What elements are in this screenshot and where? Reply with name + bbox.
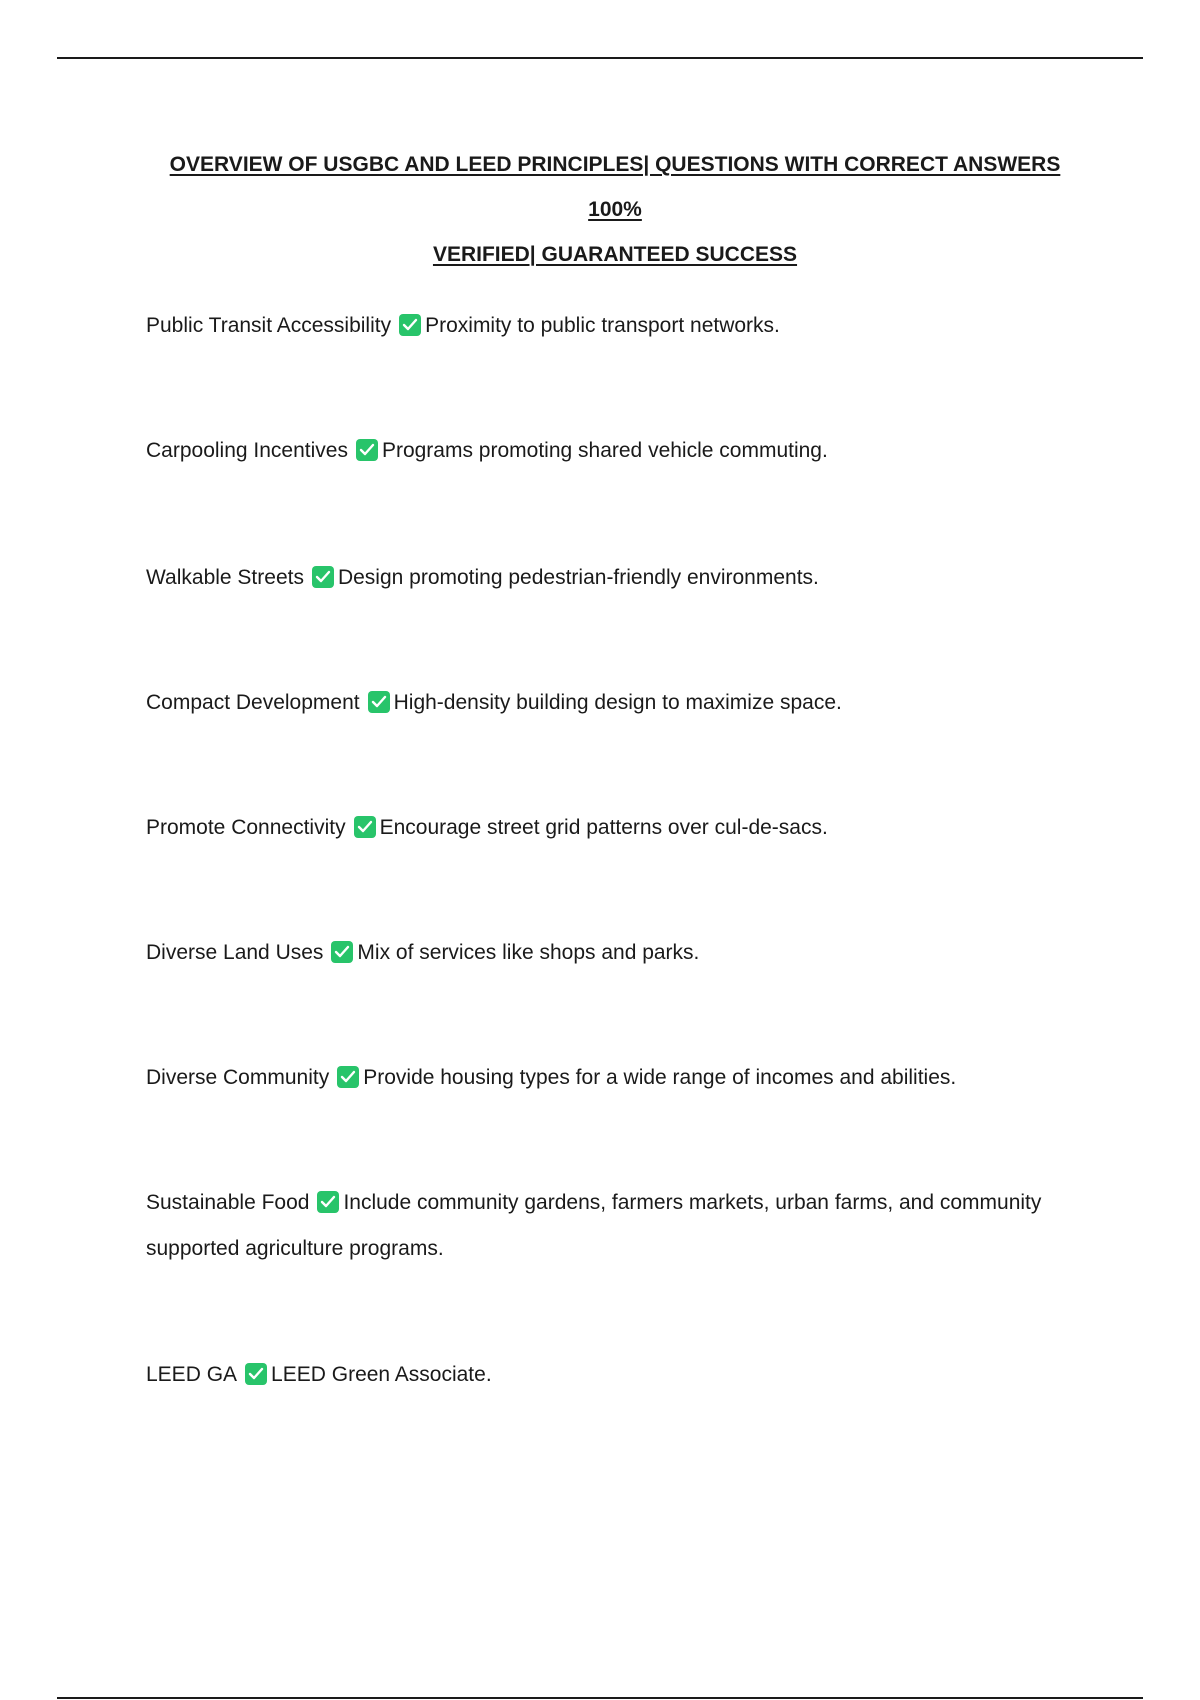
document-title <box>140 142 1090 277</box>
check-box-icon <box>312 566 334 588</box>
entry-term: Diverse Community <box>146 1066 330 1089</box>
entry-term: Promote Connectivity <box>146 816 346 839</box>
entry-walkable-streets <box>146 555 1046 601</box>
check-box-icon <box>356 439 378 461</box>
entry-definition: Include community gardens, farmers markets, urban farms, and community supported agriculture programs. <box>146 1191 1042 1260</box>
entry-definition: Proximity to public transport networks. <box>425 314 780 337</box>
entry-term: Public Transit Accessibility <box>146 314 392 337</box>
bottom-rule <box>57 1697 1143 1699</box>
entry-diverse-land-uses <box>146 930 1046 976</box>
entry-term: Compact Development <box>146 691 360 714</box>
entry-term: Sustainable Food <box>146 1191 310 1214</box>
check-box-icon <box>245 1363 267 1385</box>
entry-definition: Mix of services like shops and parks. <box>357 941 700 964</box>
check-box-icon <box>317 1191 339 1213</box>
entry-sustainable-food <box>146 1180 1046 1272</box>
entry-carpooling-incentives <box>146 428 1046 474</box>
entry-promote-connectivity <box>146 805 1046 851</box>
entry-definition: High-density building design to maximize space. <box>393 691 842 714</box>
entry-definition: LEED Green Associate. <box>271 1363 492 1386</box>
check-box-icon <box>399 314 421 336</box>
top-rule <box>57 57 1143 59</box>
check-box-icon <box>368 691 390 713</box>
entry-term: LEED GA <box>146 1363 238 1386</box>
entry-diverse-community <box>146 1055 1046 1101</box>
entry-definition: Provide housing types for a wide range of incomes and abilities. <box>363 1066 957 1089</box>
entry-definition: Encourage street grid patterns over cul-de-sacs. <box>379 816 828 839</box>
title-line-2: VERIFIED| GUARANTEED SUCCESS <box>432 243 798 266</box>
entry-term: Walkable Streets <box>146 566 304 589</box>
check-box-icon <box>337 1066 359 1088</box>
entry-public-transit-accessibility <box>146 303 1046 349</box>
entry-term: Carpooling Incentives <box>146 439 348 462</box>
entry-leed-ga <box>146 1352 1046 1398</box>
entry-definition: Programs promoting shared vehicle commuting. <box>381 439 828 462</box>
entry-compact-development <box>146 680 1046 726</box>
entry-definition: Design promoting pedestrian-friendly environments. <box>337 566 819 589</box>
title-line-1: OVERVIEW OF USGBC AND LEED PRINCIPLES| QUESTIONS WITH CORRECT ANSWERS 100% <box>169 153 1061 221</box>
check-box-icon <box>354 816 376 838</box>
entry-term: Diverse Land Uses <box>146 941 324 964</box>
check-box-icon <box>331 941 353 963</box>
